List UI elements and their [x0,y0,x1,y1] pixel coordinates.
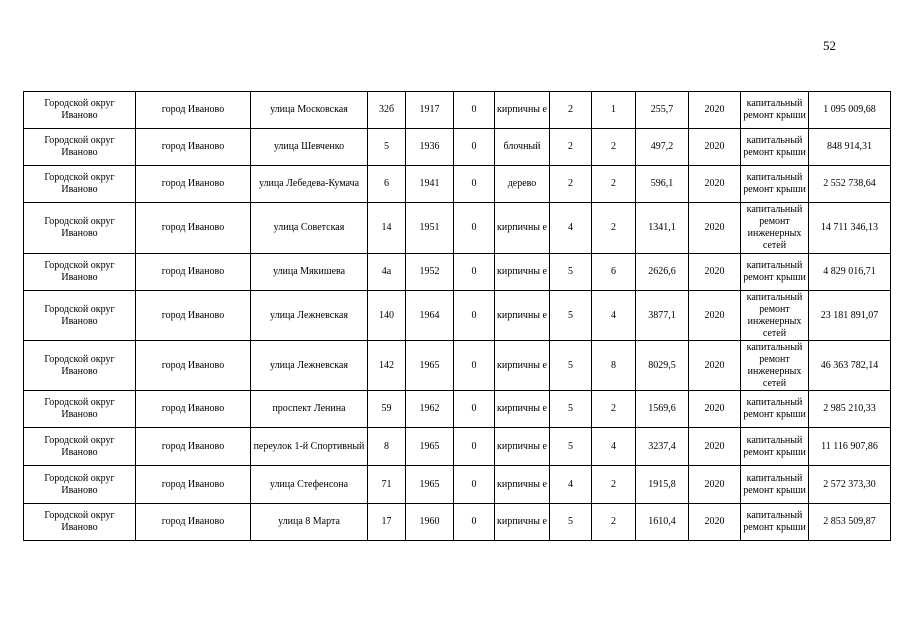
cell-cost: 848 914,31 [809,129,891,166]
cell-house-number: 14 [368,203,406,254]
cell-floors: 2 [550,129,592,166]
cell-floors: 5 [550,291,592,341]
cell-house-number: 59 [368,391,406,428]
cell-entrances: 1 [592,92,636,129]
cell-stage: 0 [454,129,495,166]
table-row [24,129,891,166]
cell-entrances: 2 [592,203,636,254]
cell-wall-material: кирпичны е [495,291,550,341]
cell-built-year: 1965 [406,341,454,391]
cell-cost: 14 711 346,13 [809,203,891,254]
cell-wall-material: кирпичны е [495,504,550,541]
cell-settlement: город Иваново [136,291,251,341]
cell-municipality: Городской округ Иваново [24,291,136,341]
cell-repair-year: 2020 [689,391,741,428]
cell-wall-material: кирпичны е [495,466,550,504]
cell-wall-material: кирпичны е [495,391,550,428]
cell-floors: 2 [550,166,592,203]
cell-repair-year: 2020 [689,166,741,203]
cell-wall-material: кирпичны е [495,428,550,466]
cell-wall-material: кирпичны е [495,341,550,391]
cell-stage: 0 [454,291,495,341]
cell-house-number: 71 [368,466,406,504]
cell-area: 1341,1 [636,203,689,254]
cell-area: 497,2 [636,129,689,166]
cell-municipality: Городской округ Иваново [24,92,136,129]
cell-settlement: город Иваново [136,92,251,129]
cell-built-year: 1965 [406,466,454,504]
cell-house-number: 140 [368,291,406,341]
cell-house-number: 17 [368,504,406,541]
cell-area: 596,1 [636,166,689,203]
cell-built-year: 1936 [406,129,454,166]
cell-wall-material: кирпичны е [495,92,550,129]
cell-house-number: 4а [368,254,406,291]
table-row [24,291,891,341]
cell-house-number: 6 [368,166,406,203]
cell-house-number: 5 [368,129,406,166]
cell-settlement: город Иваново [136,428,251,466]
cell-settlement: город Иваново [136,203,251,254]
cell-municipality: Городской округ Иваново [24,254,136,291]
cell-area: 1569,6 [636,391,689,428]
cell-settlement: город Иваново [136,254,251,291]
cell-settlement: город Иваново [136,391,251,428]
cell-repair-year: 2020 [689,428,741,466]
cell-work-type: капитальный ремонт инженерных сетей [741,203,809,254]
cell-floors: 5 [550,254,592,291]
cell-repair-year: 2020 [689,341,741,391]
cell-work-type: капитальный ремонт инженерных сетей [741,341,809,391]
cell-stage: 0 [454,92,495,129]
cell-street: улица Советская [251,203,368,254]
cell-settlement: город Иваново [136,166,251,203]
cell-area: 3237,4 [636,428,689,466]
cell-floors: 4 [550,466,592,504]
cell-built-year: 1964 [406,291,454,341]
cell-work-type: капитальный ремонт крыши [741,166,809,203]
cell-area: 3877,1 [636,291,689,341]
cell-work-type: капитальный ремонт крыши [741,428,809,466]
cell-work-type: капитальный ремонт крыши [741,129,809,166]
cell-cost: 46 363 782,14 [809,341,891,391]
cell-street: переулок 1-й Спортивный [251,428,368,466]
cell-floors: 4 [550,203,592,254]
cell-street: улица Шевченко [251,129,368,166]
cell-area: 2626,6 [636,254,689,291]
table-row [24,504,891,541]
cell-repair-year: 2020 [689,129,741,166]
cell-work-type: капитальный ремонт крыши [741,92,809,129]
cell-entrances: 2 [592,466,636,504]
cell-area: 255,7 [636,92,689,129]
cell-repair-year: 2020 [689,203,741,254]
cell-built-year: 1962 [406,391,454,428]
cell-cost: 2 985 210,33 [809,391,891,428]
table-row [24,391,891,428]
cell-entrances: 4 [592,291,636,341]
cell-street: улица Лежневская [251,341,368,391]
cell-work-type: капитальный ремонт крыши [741,391,809,428]
cell-stage: 0 [454,254,495,291]
cell-settlement: город Иваново [136,129,251,166]
cell-street: проспект Ленина [251,391,368,428]
cell-entrances: 4 [592,428,636,466]
cell-street: улица 8 Марта [251,504,368,541]
cell-house-number: 8 [368,428,406,466]
cell-floors: 5 [550,428,592,466]
cell-cost: 2 572 373,30 [809,466,891,504]
cell-wall-material: блочный [495,129,550,166]
cell-floors: 5 [550,341,592,391]
cell-built-year: 1960 [406,504,454,541]
cell-wall-material: кирпичны е [495,203,550,254]
cell-municipality: Городской округ Иваново [24,504,136,541]
cell-work-type: капитальный ремонт крыши [741,254,809,291]
cell-cost: 1 095 009,68 [809,92,891,129]
cell-built-year: 1917 [406,92,454,129]
cell-street: улица Лебедева-Кумача [251,166,368,203]
cell-settlement: город Иваново [136,466,251,504]
table-row [24,203,891,254]
cell-area: 1610,4 [636,504,689,541]
cell-settlement: город Иваново [136,504,251,541]
cell-work-type: капитальный ремонт инженерных сетей [741,291,809,341]
cell-area: 1915,8 [636,466,689,504]
cell-wall-material: кирпичны е [495,254,550,291]
cell-entrances: 6 [592,254,636,291]
cell-house-number: 32б [368,92,406,129]
cell-stage: 0 [454,504,495,541]
cell-municipality: Городской округ Иваново [24,203,136,254]
capital-repair-table [23,91,891,541]
table-row [24,466,891,504]
cell-municipality: Городской округ Иваново [24,466,136,504]
cell-built-year: 1965 [406,428,454,466]
cell-street: улица Московская [251,92,368,129]
cell-settlement: город Иваново [136,341,251,391]
cell-street: улица Лежневская [251,291,368,341]
cell-floors: 5 [550,504,592,541]
cell-area: 8029,5 [636,341,689,391]
cell-cost: 2 552 738,64 [809,166,891,203]
cell-built-year: 1941 [406,166,454,203]
cell-work-type: капитальный ремонт крыши [741,504,809,541]
cell-municipality: Городской округ Иваново [24,341,136,391]
page-number: 52 [823,38,836,53]
cell-entrances: 2 [592,129,636,166]
cell-street: улица Стефенсона [251,466,368,504]
cell-repair-year: 2020 [689,291,741,341]
cell-stage: 0 [454,203,495,254]
table-row [24,341,891,391]
cell-entrances: 2 [592,166,636,203]
cell-work-type: капитальный ремонт крыши [741,466,809,504]
cell-cost: 4 829 016,71 [809,254,891,291]
cell-built-year: 1951 [406,203,454,254]
cell-cost: 11 116 907,86 [809,428,891,466]
table-row [24,166,891,203]
cell-house-number: 142 [368,341,406,391]
table-row [24,254,891,291]
table-row [24,428,891,466]
cell-cost: 23 181 891,07 [809,291,891,341]
cell-stage: 0 [454,166,495,203]
cell-municipality: Городской округ Иваново [24,166,136,203]
cell-repair-year: 2020 [689,254,741,291]
cell-entrances: 8 [592,341,636,391]
cell-municipality: Городской округ Иваново [24,129,136,166]
cell-repair-year: 2020 [689,504,741,541]
cell-entrances: 2 [592,504,636,541]
cell-cost: 2 853 509,87 [809,504,891,541]
cell-wall-material: дерево [495,166,550,203]
cell-stage: 0 [454,466,495,504]
cell-built-year: 1952 [406,254,454,291]
cell-repair-year: 2020 [689,466,741,504]
cell-stage: 0 [454,391,495,428]
table-row [24,92,891,129]
cell-floors: 2 [550,92,592,129]
table-body [24,92,891,541]
cell-stage: 0 [454,341,495,391]
cell-street: улица Мякишева [251,254,368,291]
cell-municipality: Городской округ Иваново [24,428,136,466]
cell-repair-year: 2020 [689,92,741,129]
cell-stage: 0 [454,428,495,466]
cell-municipality: Городской округ Иваново [24,391,136,428]
cell-floors: 5 [550,391,592,428]
cell-entrances: 2 [592,391,636,428]
